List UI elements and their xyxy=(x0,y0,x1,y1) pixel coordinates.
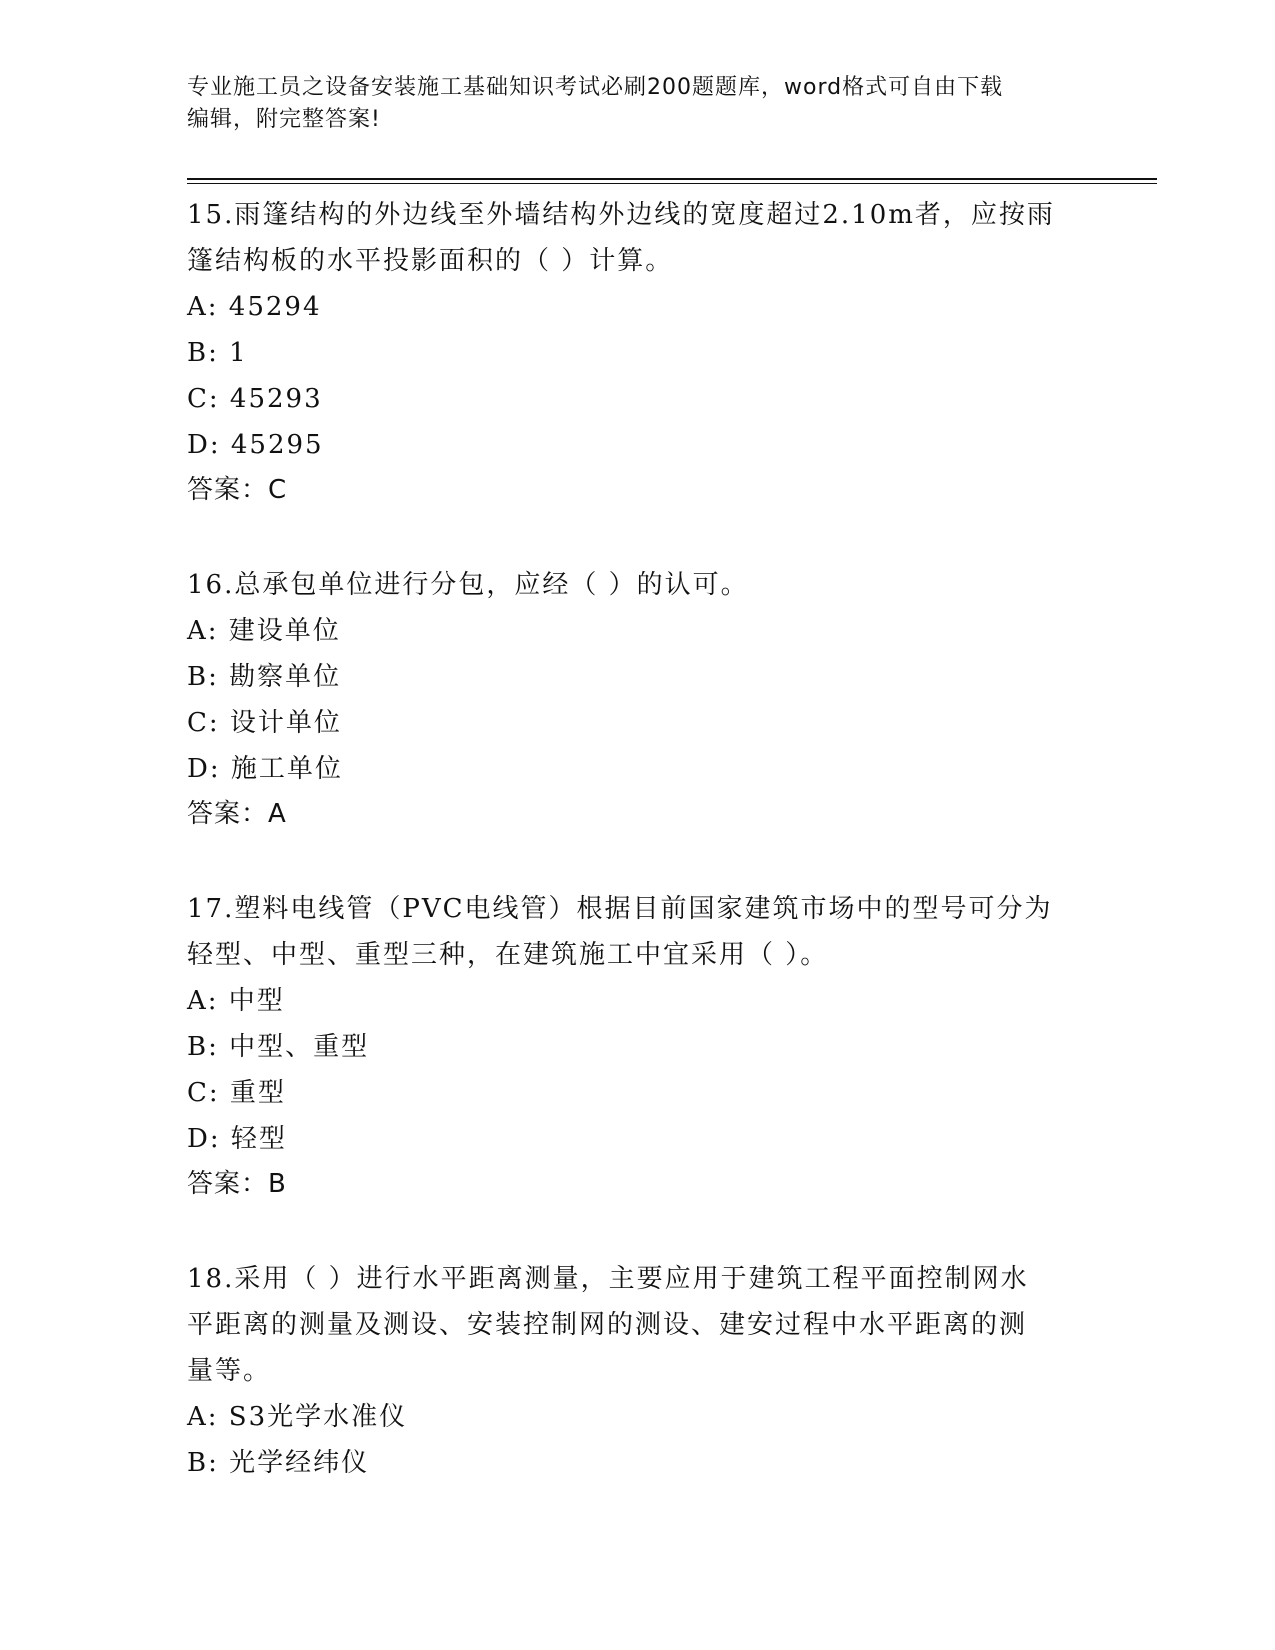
question-17 xyxy=(187,882,1087,1206)
question-stem-line: 平距离的测量及测设、安装控制网的测设、建安过程中水平距离的测 xyxy=(187,1310,1028,1340)
answer-label: 答案：C xyxy=(187,475,288,505)
question-spacer xyxy=(187,512,1087,558)
question-stem-line: 15.雨篷结构的外边线至外墙结构外边线的宽度超过2.10m者，应按雨 xyxy=(187,200,1055,230)
question-stem-line: 量等。 xyxy=(187,1356,272,1386)
header-divider-thin xyxy=(187,183,1157,184)
question-spacer xyxy=(187,836,1087,882)
question-16 xyxy=(187,558,1087,836)
question-list xyxy=(187,188,1087,1486)
option-b: B: 中型、重型 xyxy=(187,1032,370,1062)
option-d: D: 轻型 xyxy=(187,1124,287,1154)
option-c: C: 重型 xyxy=(187,1078,286,1108)
option-c: C: 设计单位 xyxy=(187,708,342,738)
question-stem-line: 18.采用（ ）进行水平距离测量，主要应用于建筑工程平面控制网水 xyxy=(187,1264,1029,1294)
document-header xyxy=(187,72,1067,136)
option-b: B: 1 xyxy=(187,338,248,368)
option-a: A: 建设单位 xyxy=(187,616,341,646)
answer-label: 答案：B xyxy=(187,1169,287,1199)
option-d: D: 施工单位 xyxy=(187,754,343,784)
option-b: B: 光学经纬仪 xyxy=(187,1448,370,1478)
option-b: B: 勘察单位 xyxy=(187,662,342,692)
answer-label: 答案：A xyxy=(187,799,287,829)
question-stem-line: 16.总承包单位进行分包，应经（ ）的认可。 xyxy=(187,570,749,600)
option-c: C: 45293 xyxy=(187,384,323,414)
question-stem-line: 篷结构板的水平投影面积的（ ）计算。 xyxy=(187,246,674,276)
option-a: A: 中型 xyxy=(187,986,285,1016)
header-divider-thick xyxy=(187,178,1157,180)
header-title-line-1: 专业施工员之设备安装施工基础知识考试必刷200题题库，word格式可自由下载 xyxy=(187,75,1004,100)
option-a: A: 45294 xyxy=(187,292,322,322)
question-18 xyxy=(187,1252,1087,1486)
question-stem-line: 17.塑料电线管（PVC电线管）根据目前国家建筑市场中的型号可分为 xyxy=(187,894,1053,924)
question-15 xyxy=(187,188,1087,512)
question-stem-line: 轻型、中型、重型三种，在建筑施工中宜采用（ ）。 xyxy=(187,940,829,970)
option-d: D: 45295 xyxy=(187,430,324,460)
header-title-line-2: 编辑，附完整答案! xyxy=(187,107,381,132)
option-a: A: S3光学水准仪 xyxy=(187,1402,408,1432)
question-spacer xyxy=(187,1206,1087,1252)
